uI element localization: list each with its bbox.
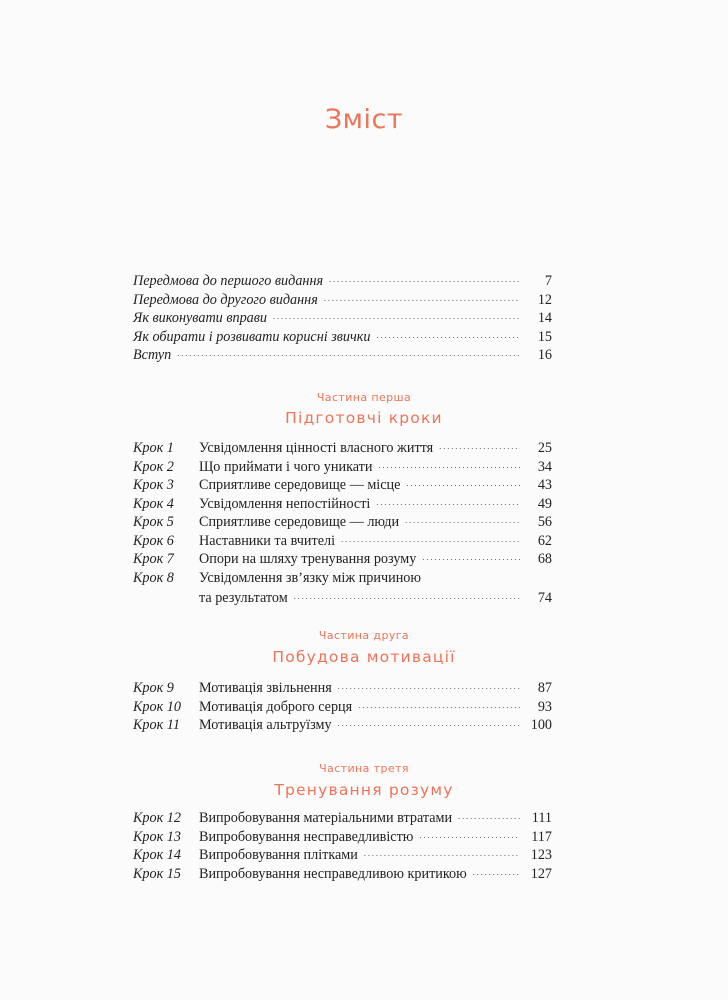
step-label: Крок 15: [133, 865, 181, 882]
entry-title: Випробовування плітками: [199, 847, 358, 863]
step-label: Крок 8: [133, 569, 174, 586]
step-label: Крок 9: [133, 680, 174, 696]
part-label: Частина третя: [319, 762, 409, 775]
entry-title: Мотивація звільнення: [199, 680, 332, 696]
page-number: 14: [537, 310, 552, 326]
toc-entry[interactable]: [133, 810, 552, 829]
toc-entry[interactable]: [133, 329, 552, 348]
entry-title: Наставники та вчителі: [199, 532, 336, 549]
step-label: Крок 11: [133, 717, 180, 733]
part-label: Частина перша: [316, 391, 412, 404]
leader-dots: [294, 592, 520, 601]
leader-dots: [341, 535, 520, 544]
entry-title: Сприятливе середовище — місце: [199, 477, 401, 493]
toc-entry[interactable]: [133, 496, 552, 515]
leader-dots: [364, 849, 520, 858]
leader-dots: [324, 294, 520, 303]
leader-dots: [473, 868, 520, 877]
page-number: 16: [537, 347, 552, 363]
page-number: 100: [530, 717, 552, 733]
page-number: 12: [537, 291, 552, 308]
page-number: 117: [531, 828, 552, 845]
page-number: 74: [537, 590, 552, 606]
leader-dots: [273, 312, 520, 321]
toc-entry[interactable]: [133, 570, 552, 589]
leader-dots: [378, 461, 520, 470]
step-label: Крок 3: [133, 477, 174, 493]
part-title: Підготовчі кроки: [285, 409, 443, 427]
page-number: 15: [537, 328, 552, 345]
entry-title: Випробовування несправедливою критикою: [199, 865, 467, 882]
toc-entry[interactable]: [133, 310, 552, 329]
step-label: Крок 1: [133, 440, 174, 456]
page-number: 68: [537, 551, 552, 567]
entry-title: Мотивація доброго серця: [199, 698, 353, 715]
entry-title: Усвідомлення непостійності: [199, 495, 371, 512]
page-number: 43: [537, 477, 552, 493]
page-number: 111: [531, 810, 552, 826]
toc-entry[interactable]: [133, 292, 552, 311]
leader-dots: [406, 479, 520, 488]
toc-entry[interactable]: [133, 829, 552, 848]
leader-dots: [422, 553, 520, 562]
leader-dots: [358, 701, 520, 710]
entry-title: Що приймати і чого уникати: [199, 458, 373, 475]
entry-title: та результатом: [199, 590, 288, 606]
leader-dots: [419, 831, 520, 840]
part-steps: [133, 680, 552, 736]
part-label: Частина друга: [318, 629, 410, 642]
entry-title: Усвідомлення цінності власного життя: [199, 440, 434, 456]
toc-entry[interactable]: [133, 680, 552, 699]
entry-title: Випробовування несправедливістю: [199, 828, 414, 845]
entry-title: Мотивація альтруїзму: [199, 717, 332, 733]
toc-entry[interactable]: [133, 847, 552, 866]
leader-dots: [338, 682, 520, 691]
step-label: Крок 5: [133, 514, 174, 530]
page-number: 93: [537, 698, 552, 715]
entry-title: Опори на шляху тренування розуму: [199, 551, 417, 567]
step-label: Крок 6: [133, 532, 174, 549]
step-label: Крок 4: [133, 495, 174, 512]
toc-entry[interactable]: [133, 533, 552, 552]
page-number: 62: [537, 532, 552, 549]
intro-list: [133, 273, 552, 366]
page-number: 7: [544, 273, 552, 289]
toc-entry[interactable]: [133, 699, 552, 718]
leader-dots: [329, 275, 520, 284]
leader-dots: [439, 442, 520, 451]
part-title: Побудова мотивації: [272, 648, 456, 666]
entry-title: Передмова до першого видання: [133, 273, 324, 289]
page-number: 49: [537, 495, 552, 512]
page-title: Зміст: [324, 104, 404, 135]
page-number: 25: [537, 440, 552, 456]
toc-entry[interactable]: [133, 866, 552, 885]
leader-dots: [376, 498, 520, 507]
entry-title: Як виконувати вправи: [133, 310, 268, 326]
entry-title: Випробовування матеріальними втратами: [199, 810, 453, 826]
page-number: 34: [537, 458, 552, 475]
toc-entry[interactable]: [133, 514, 552, 533]
toc-entry[interactable]: [133, 273, 552, 292]
step-label: Крок 7: [133, 551, 174, 567]
toc-entry[interactable]: [133, 477, 552, 496]
page-number: 127: [530, 865, 552, 882]
step-label: Крок 12: [133, 810, 181, 826]
page-number: 123: [530, 847, 552, 863]
entry-title: Вступ: [133, 347, 172, 363]
entry-title: Усвідомлення зв’язку між причиною: [199, 569, 421, 586]
part-steps: [133, 440, 552, 609]
leader-dots: [405, 516, 520, 525]
step-label: Крок 13: [133, 828, 181, 845]
page-number: 56: [537, 514, 552, 530]
toc-entry[interactable]: [133, 440, 552, 459]
entry-title: Сприятливе середовище — люди: [199, 514, 400, 530]
leader-dots: [458, 812, 520, 821]
step-label: Крок 2: [133, 458, 174, 475]
leader-dots: [338, 719, 520, 728]
toc-entry[interactable]: [133, 347, 552, 366]
leader-dots: [177, 349, 520, 358]
step-label: Крок 10: [133, 698, 181, 715]
toc-entry-continuation[interactable]: [133, 590, 552, 609]
entry-title: Передмова до другого видання: [133, 291, 318, 308]
toc-entry[interactable]: [133, 717, 552, 736]
toc-entry[interactable]: [133, 459, 552, 478]
page-number: 87: [537, 680, 552, 696]
part-title: Тренування розуму: [274, 781, 454, 799]
leader-dots: [377, 331, 520, 340]
entry-title: Як обирати і розвивати корисні звички: [133, 328, 371, 345]
part-steps: [133, 810, 552, 884]
toc-entry[interactable]: [133, 551, 552, 570]
step-label: Крок 14: [133, 847, 181, 863]
